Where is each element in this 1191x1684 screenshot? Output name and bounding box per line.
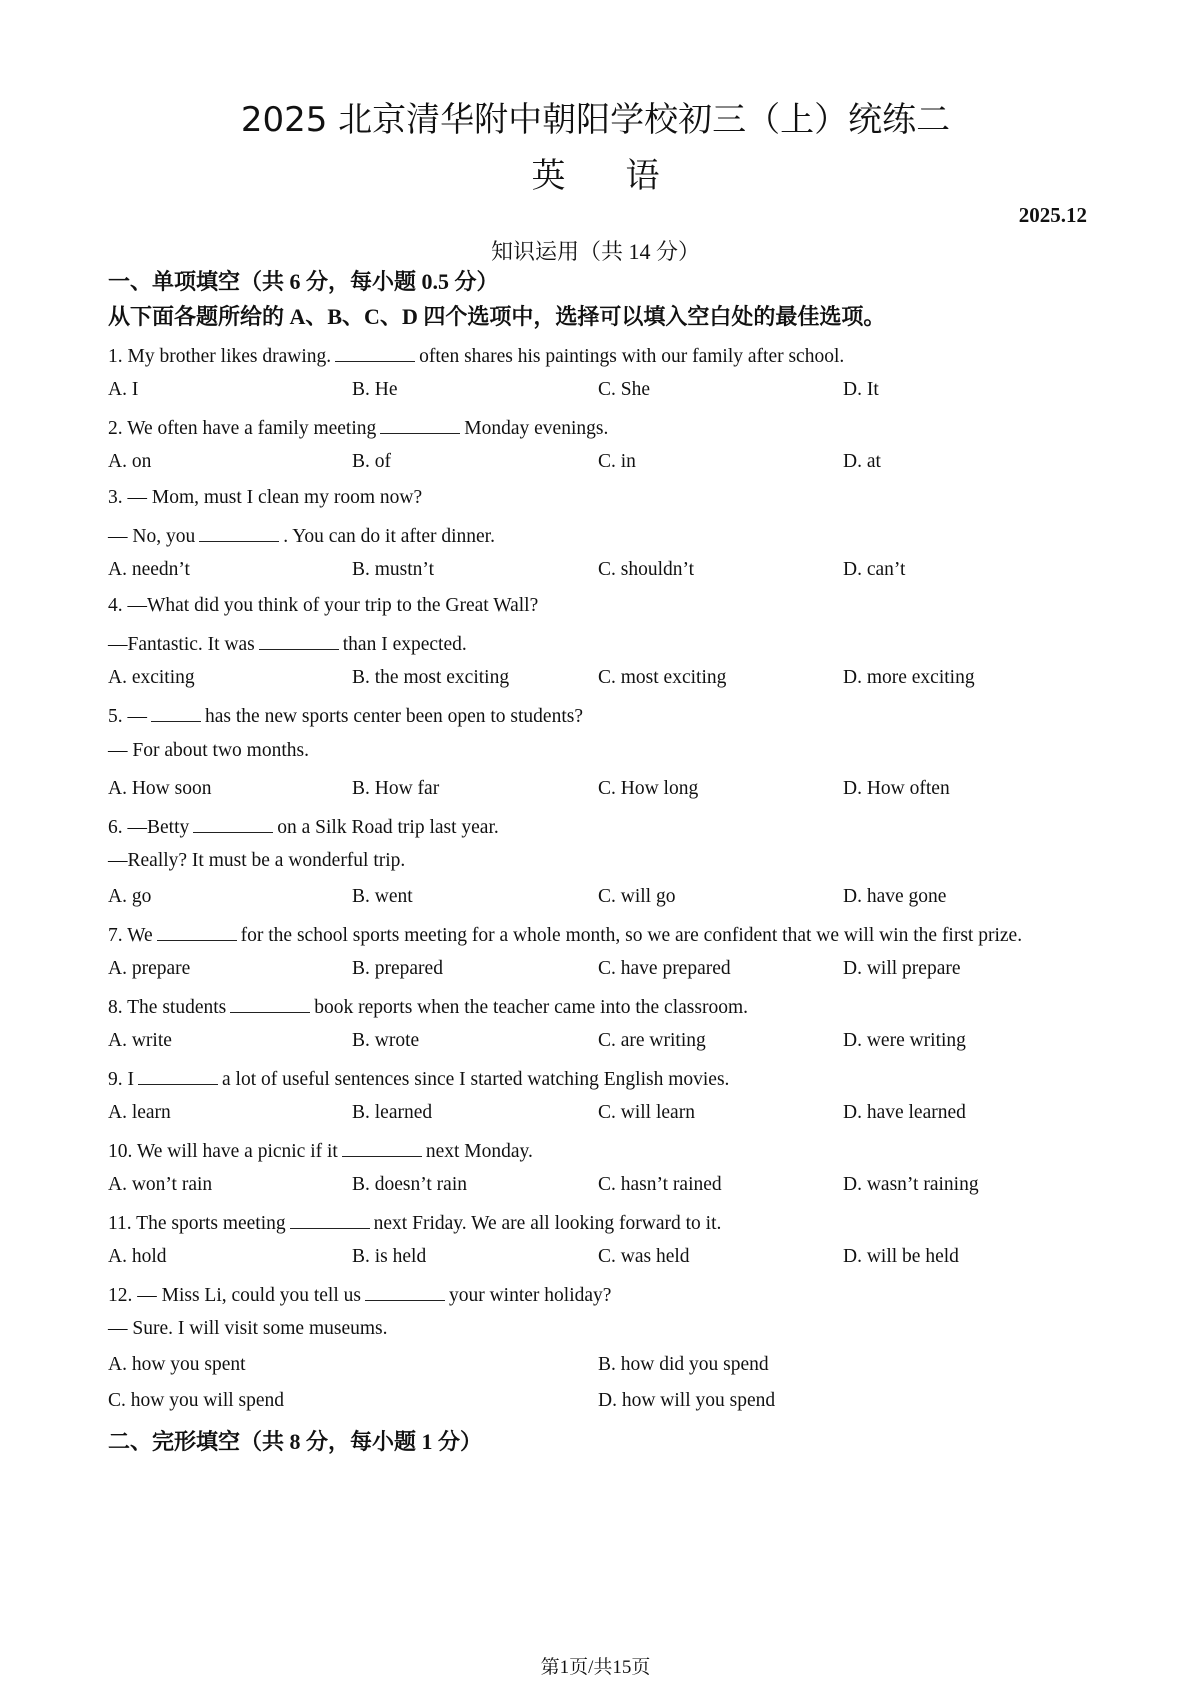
question-11-options	[0, 1246, 1191, 1272]
option-d[interactable]: D. will prepare	[843, 958, 961, 979]
option-a[interactable]: A. exciting	[108, 667, 195, 688]
answer-blank	[199, 523, 279, 542]
option-d[interactable]: D. how will you spend	[598, 1390, 776, 1411]
option-d[interactable]: D. have gone	[843, 886, 947, 907]
option-b[interactable]: B. how did you spend	[598, 1354, 769, 1375]
question-9-stem: 9. I a lot of useful sentences since I started watching English movies.	[108, 1066, 729, 1091]
answer-blank	[290, 1210, 370, 1229]
exam-date: 2025.12	[1018, 203, 1087, 227]
option-a[interactable]: A. how you spent	[108, 1354, 246, 1375]
question-1-options	[0, 379, 1191, 405]
option-d[interactable]: D. wasn’t raining	[843, 1174, 979, 1195]
question-6-reply: —Really? It must be a wonderful trip.	[108, 850, 406, 871]
answer-blank	[193, 814, 273, 833]
option-a[interactable]: A. on	[108, 451, 152, 472]
answer-blank	[259, 631, 339, 650]
option-b[interactable]: B. went	[352, 886, 413, 907]
question-3-stem: 3. — Mom, must I clean my room now?	[108, 487, 423, 508]
option-b[interactable]: B. learned	[352, 1102, 433, 1123]
option-c[interactable]: C. most exciting	[598, 667, 727, 688]
question-12-options-row-1	[0, 1354, 1191, 1380]
option-d[interactable]: D. more exciting	[843, 667, 975, 688]
question-3-reply: — No, you . You can do it after dinner.	[108, 523, 495, 548]
option-a[interactable]: A. How soon	[108, 778, 212, 799]
option-a[interactable]: A. I	[108, 379, 139, 400]
option-c[interactable]: C. how you will spend	[108, 1390, 285, 1411]
option-c[interactable]: C. How long	[598, 778, 699, 799]
option-a[interactable]: A. learn	[108, 1102, 171, 1123]
option-d[interactable]: D. can’t	[843, 559, 906, 580]
option-c[interactable]: C. will learn	[598, 1102, 695, 1123]
question-9-options	[0, 1102, 1191, 1128]
question-4-stem: 4. —What did you think of your trip to the Great Wall?	[108, 595, 539, 616]
question-10-stem: 10. We will have a picnic if it next Monday.	[108, 1138, 533, 1163]
option-b[interactable]: B. How far	[352, 778, 440, 799]
exam-title: 2025 北京清华附中朝阳学校初三（上）统练二	[240, 100, 951, 140]
answer-blank	[335, 343, 415, 362]
option-b[interactable]: B. the most exciting	[352, 667, 510, 688]
option-a[interactable]: A. prepare	[108, 958, 191, 979]
question-7-stem: 7. We for the school sports meeting for a whole month, so we are confident that we will win the first prize.	[108, 922, 1022, 947]
option-a[interactable]: A. hold	[108, 1246, 167, 1267]
part-title: 知识运用（共 14 分）	[490, 239, 700, 264]
option-d[interactable]: D. at	[843, 451, 881, 472]
option-c[interactable]: C. have prepared	[598, 958, 731, 979]
option-b[interactable]: B. prepared	[352, 958, 443, 979]
question-6-stem: 6. —Betty on a Silk Road trip last year.	[108, 814, 499, 839]
option-d[interactable]: D. It	[843, 379, 879, 400]
page-indicator: 第1页/共15页	[540, 1657, 651, 1678]
option-c[interactable]: C. shouldn’t	[598, 559, 695, 580]
section-2-heading: 二、完形填空（共 8 分，每小题 1 分）	[108, 1429, 483, 1454]
option-c[interactable]: C. She	[598, 379, 651, 400]
section-1-heading: 一、单项填空（共 6 分，每小题 0.5 分）	[108, 269, 499, 294]
question-4-options	[0, 667, 1191, 693]
subject-char: 英	[531, 156, 566, 196]
answer-blank	[151, 703, 201, 722]
question-12-stem: 12. — Miss Li, could you tell us your winter holiday?	[108, 1282, 611, 1307]
question-12-reply: — Sure. I will visit some museums.	[108, 1318, 388, 1339]
question-1-stem: 1. My brother likes drawing. often shares his paintings with our family after school.	[108, 343, 844, 368]
question-2-options	[0, 451, 1191, 477]
answer-blank	[365, 1282, 445, 1301]
option-b[interactable]: B. wrote	[352, 1030, 420, 1051]
option-a[interactable]: A. needn’t	[108, 559, 190, 580]
option-d[interactable]: D. will be held	[843, 1246, 959, 1267]
question-11-stem: 11. The sports meeting next Friday. We are all looking forward to it.	[108, 1210, 721, 1235]
question-4-reply: —Fantastic. It was than I expected.	[108, 631, 467, 656]
option-b[interactable]: B. He	[352, 379, 398, 400]
option-b[interactable]: B. doesn’t rain	[352, 1174, 468, 1195]
subject-char: 语	[625, 156, 660, 196]
option-a[interactable]: A. write	[108, 1030, 172, 1051]
option-b[interactable]: B. of	[352, 451, 391, 472]
question-5-options	[0, 778, 1191, 804]
question-7-options	[0, 958, 1191, 984]
option-b[interactable]: B. is held	[352, 1246, 427, 1267]
answer-blank	[157, 922, 237, 941]
option-c[interactable]: C. hasn’t rained	[598, 1174, 722, 1195]
question-8-stem: 8. The students book reports when the teacher came into the classroom.	[108, 994, 748, 1019]
question-2-stem: 2. We often have a family meeting Monday evenings.	[108, 415, 608, 440]
answer-blank	[380, 415, 460, 434]
question-5-stem: 5. — has the new sports center been open to students?	[108, 703, 583, 728]
option-c[interactable]: C. was held	[598, 1246, 690, 1267]
question-3-options	[0, 559, 1191, 585]
option-c[interactable]: C. are writing	[598, 1030, 706, 1051]
option-d[interactable]: D. How often	[843, 778, 950, 799]
option-b[interactable]: B. mustn’t	[352, 559, 434, 580]
option-c[interactable]: C. will go	[598, 886, 676, 907]
answer-blank	[138, 1066, 218, 1085]
answer-blank	[342, 1138, 422, 1157]
option-a[interactable]: A. won’t rain	[108, 1174, 213, 1195]
question-8-options	[0, 1030, 1191, 1056]
option-d[interactable]: D. have learned	[843, 1102, 966, 1123]
option-a[interactable]: A. go	[108, 886, 152, 907]
question-5-reply: — For about two months.	[108, 740, 309, 761]
option-d[interactable]: D. were writing	[843, 1030, 966, 1051]
option-c[interactable]: C. in	[598, 451, 636, 472]
question-12-options-row-2	[0, 1390, 1191, 1416]
answer-blank	[230, 994, 310, 1013]
section-1-instruction: 从下面各题所给的 A、B、C、D 四个选项中，选择可以填入空白处的最佳选项。	[108, 304, 886, 329]
question-6-options	[0, 886, 1191, 912]
subject-title	[0, 148, 1191, 197]
question-10-options	[0, 1174, 1191, 1200]
